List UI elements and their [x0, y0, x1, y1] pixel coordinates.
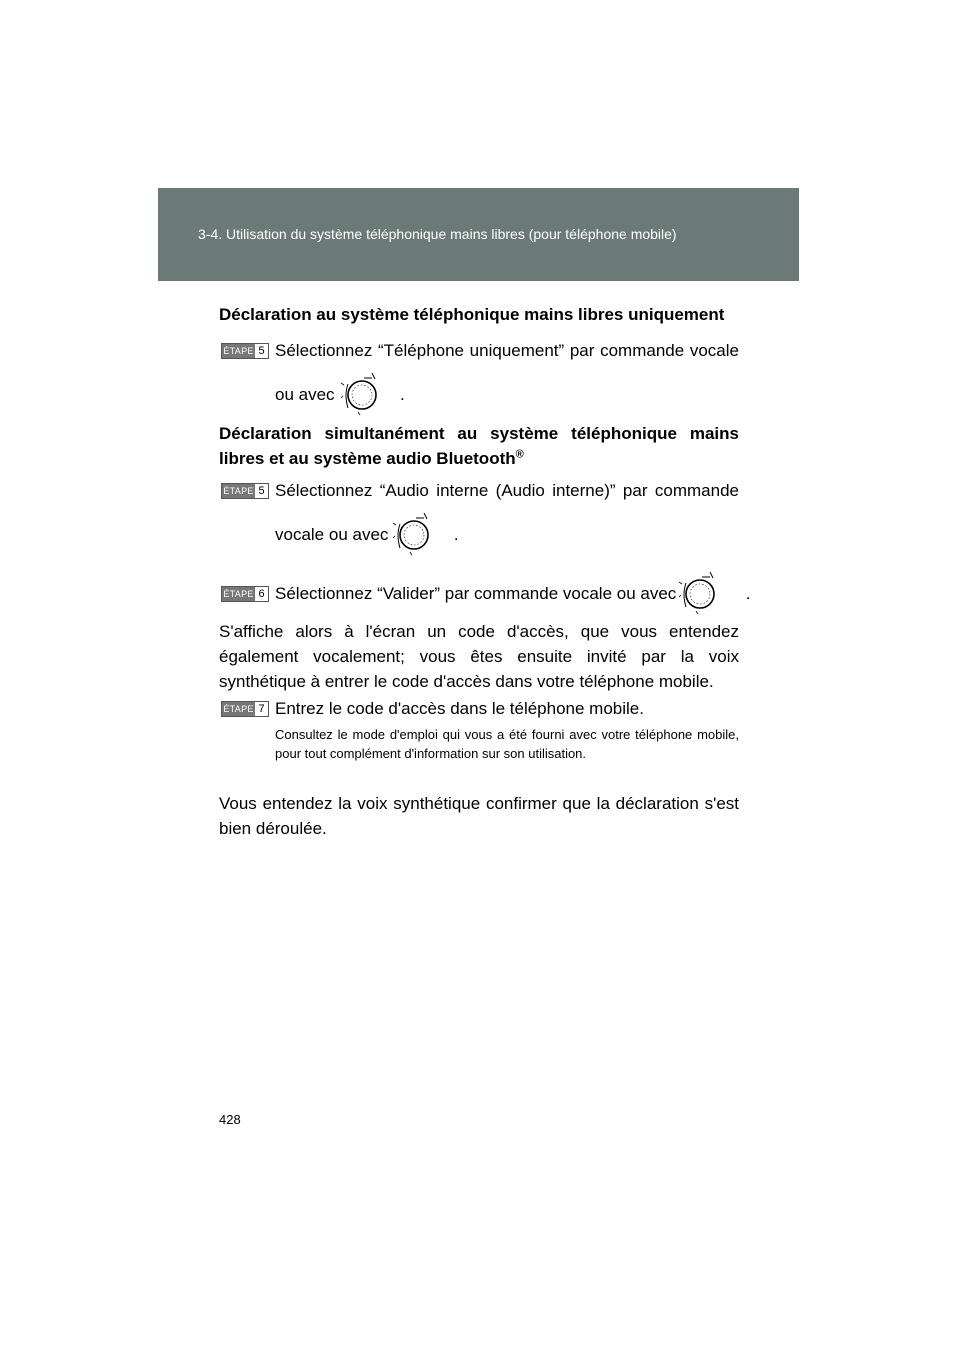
heading-handsfree-and-bluetooth: [219, 421, 739, 471]
section-header-band: [158, 188, 799, 281]
heading-2-text: Déclaration simultanément au système téléphonique mains libres et au système audio Bluetooth: [219, 424, 739, 468]
step-badge-5a: [221, 343, 269, 359]
step-badge-number: 5: [258, 345, 265, 357]
paragraph-confirmation: Vous entendez la voix synthétique confirmer que la déclaration s'est bien déroulée.: [219, 794, 739, 838]
page-number: 428: [219, 1112, 241, 1127]
step-badge-number: 7: [258, 703, 265, 715]
step-badge-label: ÉTAPE: [223, 589, 254, 599]
tune-select-knob-icon: [390, 510, 436, 556]
step-6-text-after: .: [745, 584, 751, 603]
step-badge-label: ÉTAPE: [223, 704, 254, 714]
step-5a-text-after: .: [400, 385, 405, 404]
step-5a-text-line1: Sélectionnez “Téléphone uniquement” par commande vocale: [275, 341, 739, 360]
tune-select-knob-icon: [338, 370, 384, 416]
step-badge-label: ÉTAPE: [223, 486, 254, 496]
step-5b-text-line1: Sélectionnez “Audio interne (Audio interne)” par commande: [275, 481, 739, 500]
heading-handsfree-only: Déclaration au système téléphonique mains libres uniquement: [219, 305, 725, 324]
step-badge-number: 6: [258, 588, 265, 600]
step-badge-label: ÉTAPE: [223, 346, 254, 356]
step-5b-text-after: .: [453, 525, 459, 544]
step-6-text-before: Sélectionnez “Valider” par commande vocale ou avec: [275, 584, 677, 603]
step-badge-7: [221, 701, 269, 717]
registered-mark: ®: [515, 448, 524, 461]
paragraph-access-code: S'affiche alors à l'écran un code d'accès, que vous entendez également vocalement; vous êtes ensuite invité par la voix synthétique à entrer le code d'accès dans votre téléphone mobile.: [219, 622, 739, 691]
step-badge-number: 5: [258, 485, 265, 497]
step-badge-6: [221, 586, 269, 602]
step-7-note: Consultez le mode d'emploi qui vous a été fourni avec votre téléphone mobile, pour tout complément d'information sur son utilisation.: [275, 727, 739, 761]
step-7-text: Entrez le code d'accès dans le téléphone mobile.: [275, 699, 644, 718]
section-title: 3-4. Utilisation du système téléphonique mains libres (pour téléphone mobile): [198, 226, 677, 242]
step-badge-5b: [221, 483, 269, 499]
step-5a-text-before: ou avec: [275, 385, 335, 404]
tune-select-knob-icon: [676, 569, 722, 615]
step-5b-text-before: vocale ou avec: [275, 525, 389, 544]
